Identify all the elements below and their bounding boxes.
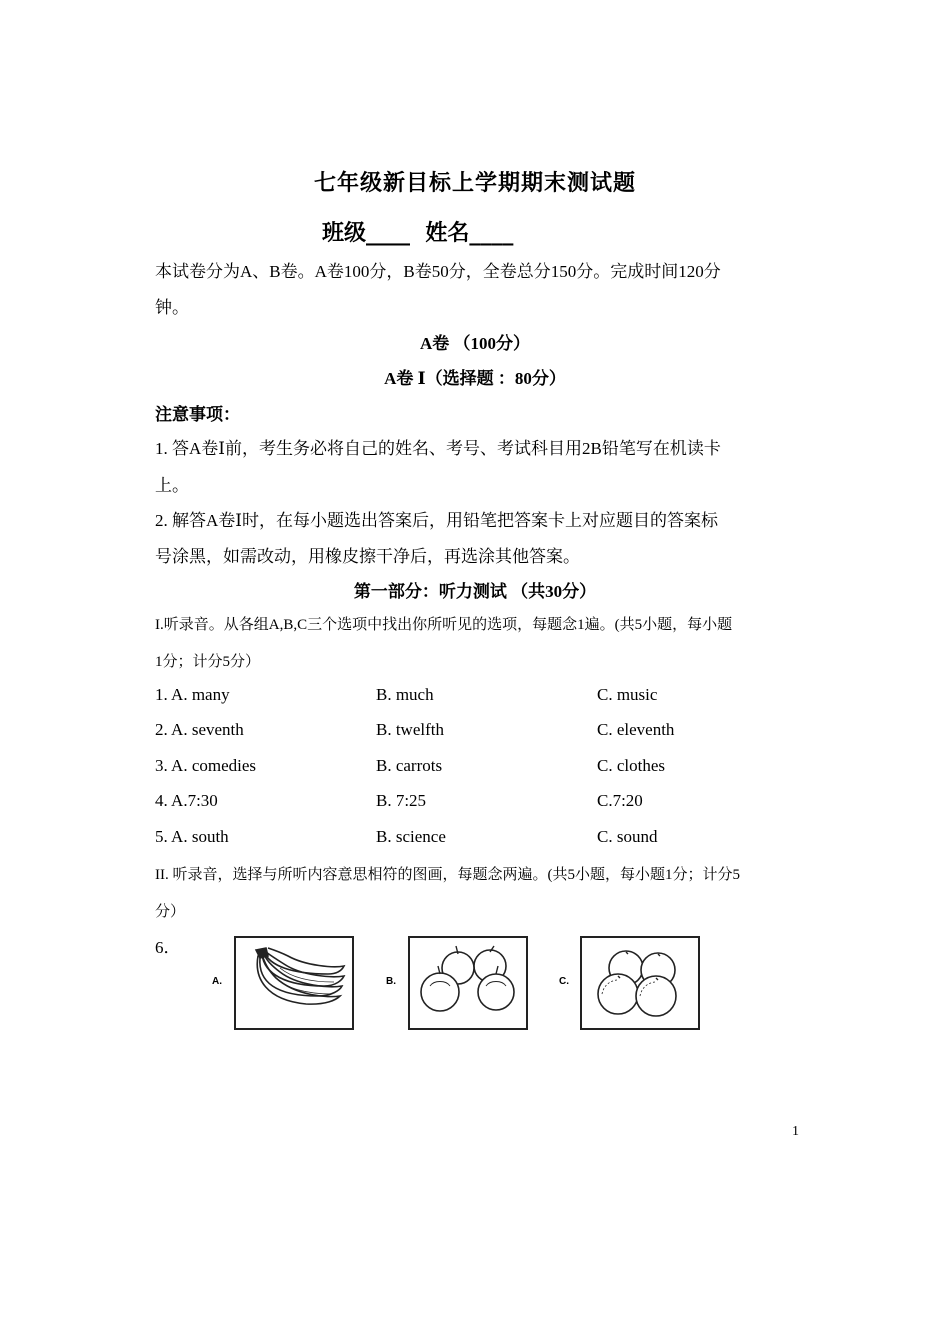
part2-instructions: II. 听录音，选择与所听内容意思相符的图画，每题念两遍。(共5小题，每小题1分；计分5 <box>155 867 740 883</box>
option-b: B. science <box>376 827 446 846</box>
option-a: 5. A. south <box>155 827 229 846</box>
page-title: 七年级新目标上学期期末测试题 <box>313 171 636 196</box>
question-6-label: 6． <box>155 938 181 957</box>
note-2-cont: 号涂黑，如需改动，用橡皮擦干净后，再选涂其他答案。 <box>155 547 580 566</box>
part1-instructions-cont: 1分；计分5分） <box>155 654 261 670</box>
oranges-icon <box>582 938 698 1028</box>
option-c: C. clothes <box>597 756 665 775</box>
part2-instructions-cont: 分） <box>155 904 186 920</box>
option-a: 4. A.7:30 <box>155 791 218 810</box>
option-c: C. music <box>597 685 658 704</box>
bananas-icon <box>236 938 352 1028</box>
option-b: B. twelfth <box>376 720 444 739</box>
part1-heading: 第一部分：听力测试 （共30分） <box>353 582 597 601</box>
note-1-cont: 上。 <box>155 476 189 495</box>
apples-icon <box>410 938 526 1028</box>
note-1: 1. 答A卷Ⅰ前，考生务必将自己的姓名、考号、考试科目用2B铅笔写在机读卡 <box>155 439 721 458</box>
option-b: B. much <box>376 685 434 704</box>
picture-a <box>234 936 354 1030</box>
notes-heading: 注意事项： <box>155 405 240 424</box>
section-a1-heading: A卷 Ⅰ（选择题 ：80分） <box>384 369 566 388</box>
option-a: 2. A. seventh <box>155 720 244 739</box>
picture-b <box>408 936 528 1030</box>
intro-text: 本试卷分为A、B卷。A卷100分，B卷50分，全卷总分150分。完成时间120分 <box>155 262 721 281</box>
option-c: C.7:20 <box>597 791 643 810</box>
part1-instructions: I.听录音。从各组A,B,C三个选项中找出你所听见的选项，每题念1遍。(共5小题，每小题 <box>155 617 733 633</box>
option-c: C. sound <box>597 827 658 846</box>
note-2: 2. 解答A卷Ⅰ时，在每小题选出答案后，用铅笔把答案卡上对应题目的答案标 <box>155 511 718 530</box>
picture-c <box>580 936 700 1030</box>
option-a: 1. A. many <box>155 685 230 704</box>
class-name-line: 班级____ 姓名____ <box>322 221 514 246</box>
picture-c-label: C. <box>559 976 569 987</box>
picture-b-label: B. <box>386 976 396 987</box>
page-number: 1 <box>792 1124 799 1139</box>
option-c: C. eleventh <box>597 720 675 739</box>
section-a-heading: A卷 （100分） <box>419 334 531 353</box>
option-b: B. 7:25 <box>376 791 427 810</box>
picture-a-label: A. <box>212 976 222 987</box>
option-a: 3. A. comedies <box>155 756 257 775</box>
intro-text-cont: 钟。 <box>155 298 189 317</box>
option-b: B. carrots <box>376 756 443 775</box>
